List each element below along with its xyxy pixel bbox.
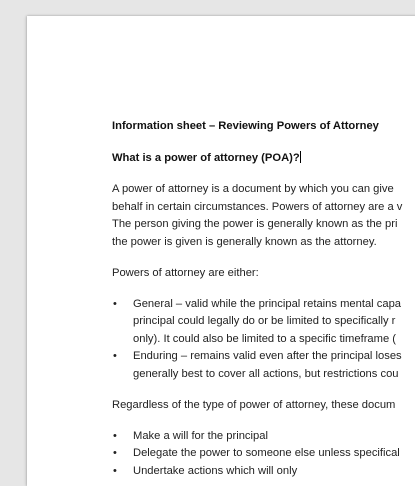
regardless-paragraph: Regardless of the type of power of attorney, these docum bbox=[112, 399, 396, 411]
list-item-enduring bbox=[112, 348, 415, 383]
types-list bbox=[112, 296, 415, 384]
restrictions-list bbox=[112, 428, 415, 481]
intro-paragraph bbox=[112, 181, 415, 251]
list-item-line: principal could legally do or be limited to specifically r bbox=[133, 315, 396, 327]
types-intro: Powers of attorney are either: bbox=[112, 267, 259, 279]
list-item: • Undertake actions which will only bbox=[112, 463, 415, 481]
text-cursor bbox=[300, 151, 301, 163]
list-item: • Make a will for the principal bbox=[112, 428, 415, 446]
list-item-line: generally best to cover all actions, but restrictions cou bbox=[133, 367, 399, 380]
paragraph-line: A power of attorney is a document by which you can give bbox=[112, 183, 394, 195]
document-title: Information sheet – Reviewing Powers of Attorney bbox=[112, 120, 379, 132]
paragraph-line: The person giving the power is generally known as the pri bbox=[112, 218, 398, 230]
list-item: • Delegate the power to someone else unless specifical bbox=[112, 445, 415, 463]
list-item-line: • General – valid while the principal retains mental capa bbox=[133, 297, 402, 310]
paragraph-line: the power is given is generally known as the attorney. bbox=[112, 235, 377, 248]
paragraph-line: behalf in certain circumstances. Powers of attorney are a v bbox=[112, 200, 403, 213]
list-item-line: • Enduring – remains valid even after the principal loses bbox=[133, 350, 402, 362]
document-body bbox=[112, 118, 415, 480]
section-heading[interactable]: What is a power of attorney (POA)? bbox=[112, 151, 300, 164]
list-item-line: only). It could also be limited to a specific timeframe ( bbox=[133, 332, 397, 345]
list-item-general bbox=[112, 296, 415, 349]
